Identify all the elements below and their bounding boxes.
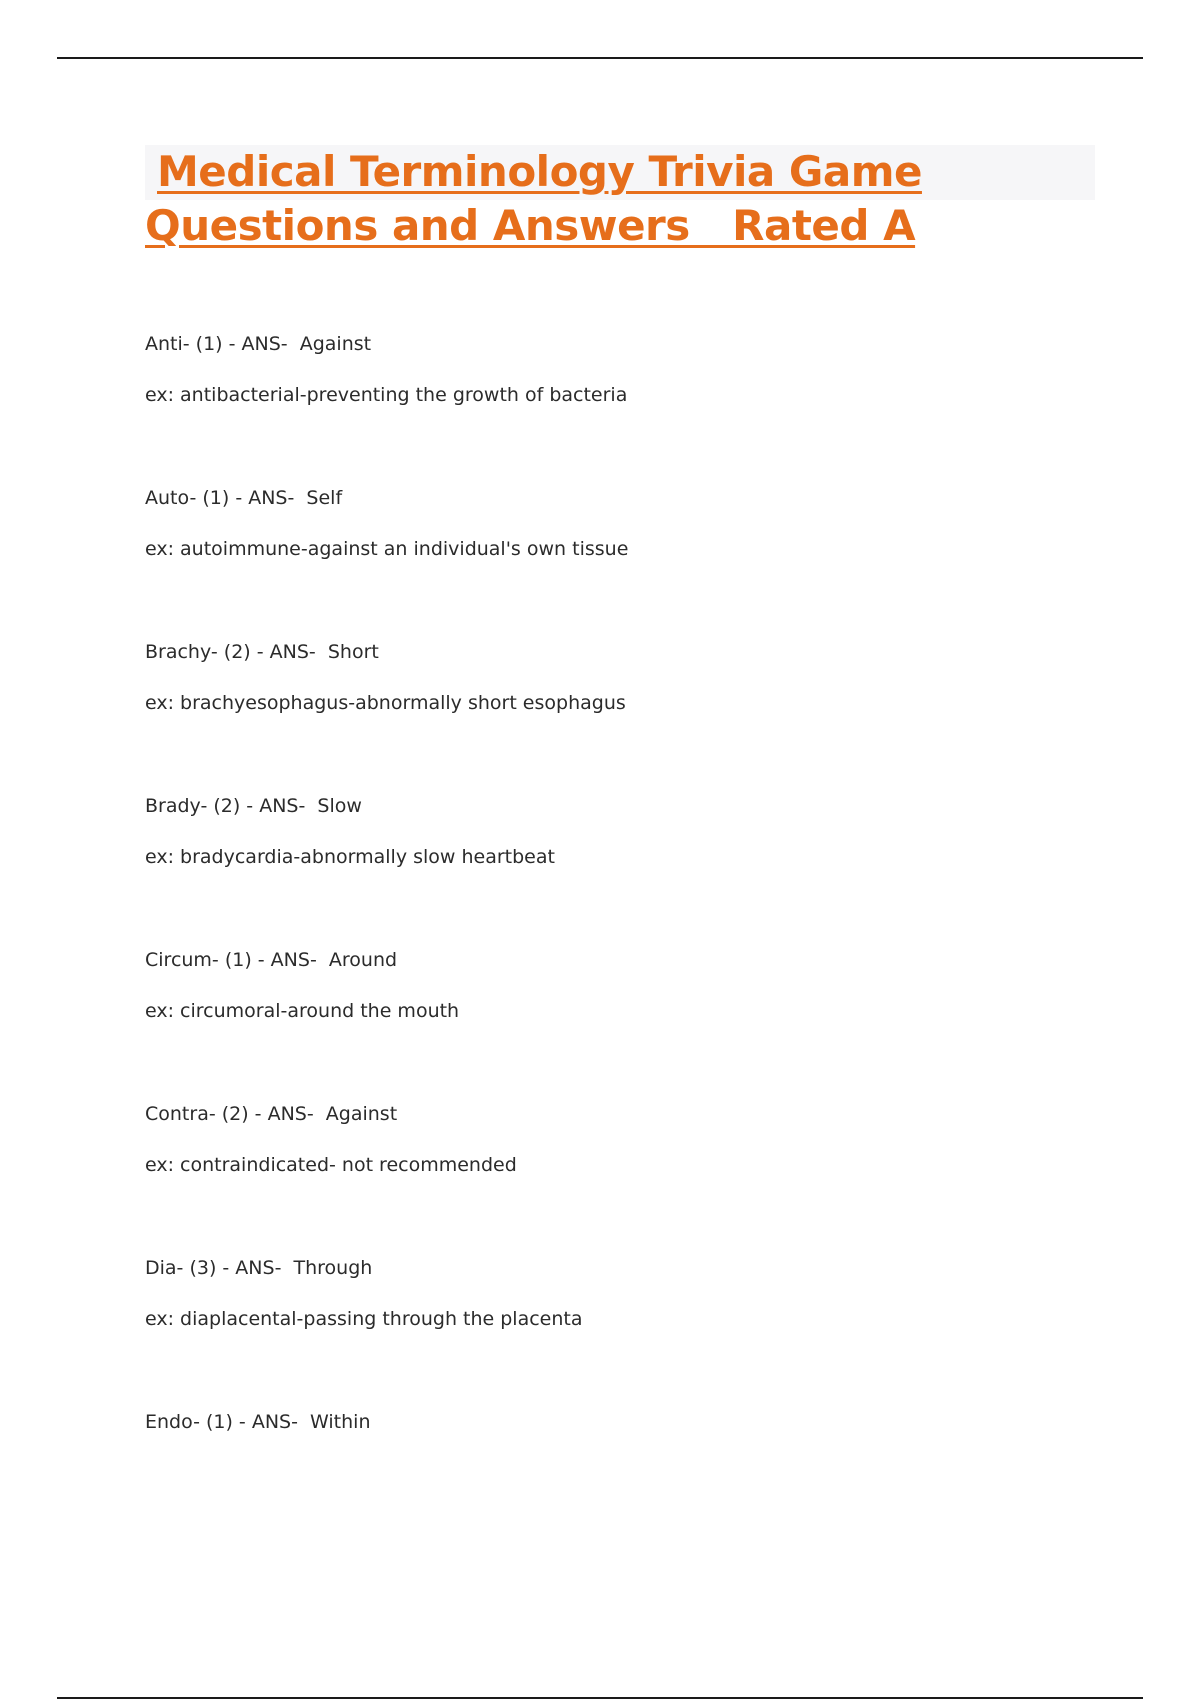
term-question: Anti- (1) - ANS- Against	[145, 333, 372, 355]
term-question: Brachy- (2) - ANS- Short	[145, 641, 379, 663]
term-question: Brady- (2) - ANS- Slow	[145, 795, 362, 817]
term-question: Auto- (1) - ANS- Self	[145, 487, 343, 509]
term-question: Endo- (1) - ANS- Within	[145, 1411, 371, 1433]
term-entry-brachy	[145, 638, 1095, 792]
term-entry-circum	[145, 946, 1095, 1100]
title-line-1: Medical Terminology Trivia Game	[157, 147, 922, 196]
term-entry-contra	[145, 1100, 1095, 1254]
page-top-rule	[57, 57, 1143, 59]
term-entry-dia	[145, 1254, 1095, 1408]
term-entry-anti	[145, 330, 1095, 484]
term-question: Dia- (3) - ANS- Through	[145, 1257, 373, 1279]
term-entry-endo	[145, 1408, 1095, 1562]
title-line-2: Questions and Answers Rated A	[145, 201, 916, 250]
term-entry-brady	[145, 792, 1095, 946]
term-entry-auto	[145, 484, 1095, 638]
term-example: ex: autoimmune-against an individual's own tissue	[145, 538, 629, 560]
term-example: ex: bradycardia-abnormally slow heartbeat	[145, 846, 555, 868]
term-example: ex: antibacterial-preventing the growth of bacteria	[145, 384, 628, 406]
term-example: ex: brachyesophagus-abnormally short esophagus	[145, 692, 626, 714]
term-example: ex: diaplacental-passing through the placenta	[145, 1308, 583, 1330]
term-question: Contra- (2) - ANS- Against	[145, 1103, 398, 1125]
term-question: Circum- (1) - ANS- Around	[145, 949, 398, 971]
document-title	[145, 145, 1095, 253]
term-example: ex: contraindicated- not recommended	[145, 1154, 517, 1176]
term-example: ex: circumoral-around the mouth	[145, 1000, 460, 1022]
page-bottom-rule	[57, 1697, 1143, 1699]
term-list	[145, 330, 1095, 1562]
